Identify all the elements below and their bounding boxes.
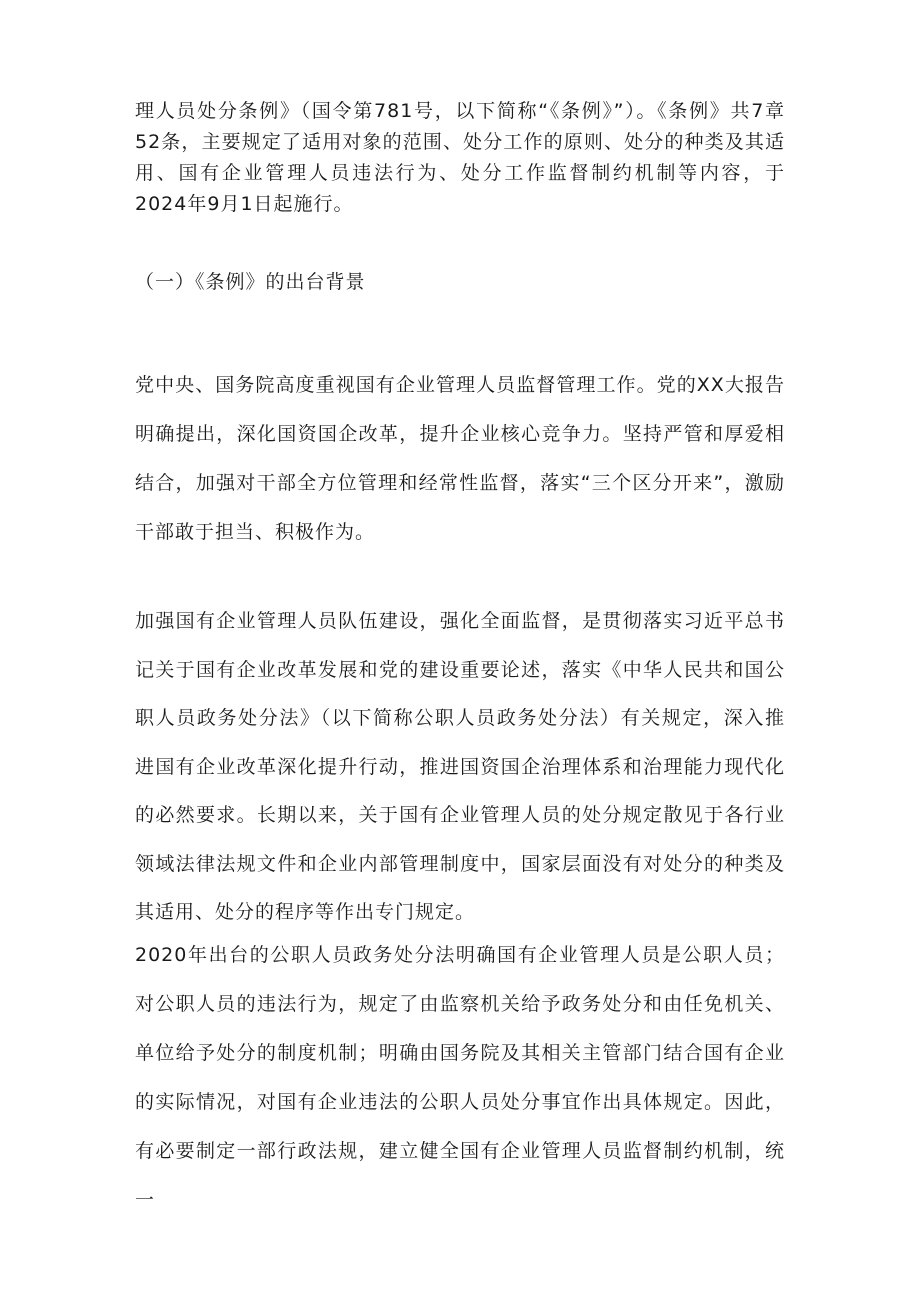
supervision-paragraph: 加强国有企业管理人员队伍建设，强化全面监督，是贯彻落实习近平总书记关于国有企业改革发展和党的建设重要论述，落实《中华人民共和国公职人员政务处分法》（以下简称公职人员政务处分法）有关规定，深入推进国有企业改革深化提升行动，推进国资国企治理体系和治理能力现代化的必然要求。长期以来，关于国有企业管理人员的处分规定散见于各行业领域法律法规文件和企业内部管理制度中，国家层面没有对处分的种类及其适用、处分的程序等作出专门规定。 (135, 610, 785, 923)
intro-paragraph: 理人员处分条例》（国令第781号，以下简称“《条例》”）。《条例》共7章52条，主要规定了适用对象的范围、处分工作的原则、处分的种类及其适用、国有企业管理人员违法行为、处分工作监督制约机制等内容，于2024年9月1日起施行。 (135, 100, 785, 215)
section-heading: （一）《条例》的出台背景 (135, 271, 366, 293)
background-paragraph: 党中央、国务院高度重视国有企业管理人员监督管理工作。党的XX大报告明确提出，深化国资国企改革，提升企业核心竞争力。坚持严管和厚爱相结合，加强对干部全方位管理和经常性监督，落实“三个区分开来”，激励干部敢于担当、积极作为。 (135, 374, 785, 543)
law-2020-paragraph: 2020年出台的公职人员政务处分法明确国有企业管理人员是公职人员；对公职人员的违法行为，规定了由监察机关给予政务处分和由任免机关、单位给予处分的制度机制；明确由国务院及其相关主管部门结合国有企业的实际情况，对国有企业违法的公职人员处分事宜作出具体规定。因此，有必要制定一部行政法规，建立健全国有企业管理人员监督制约机制，统一 (135, 944, 785, 1211)
